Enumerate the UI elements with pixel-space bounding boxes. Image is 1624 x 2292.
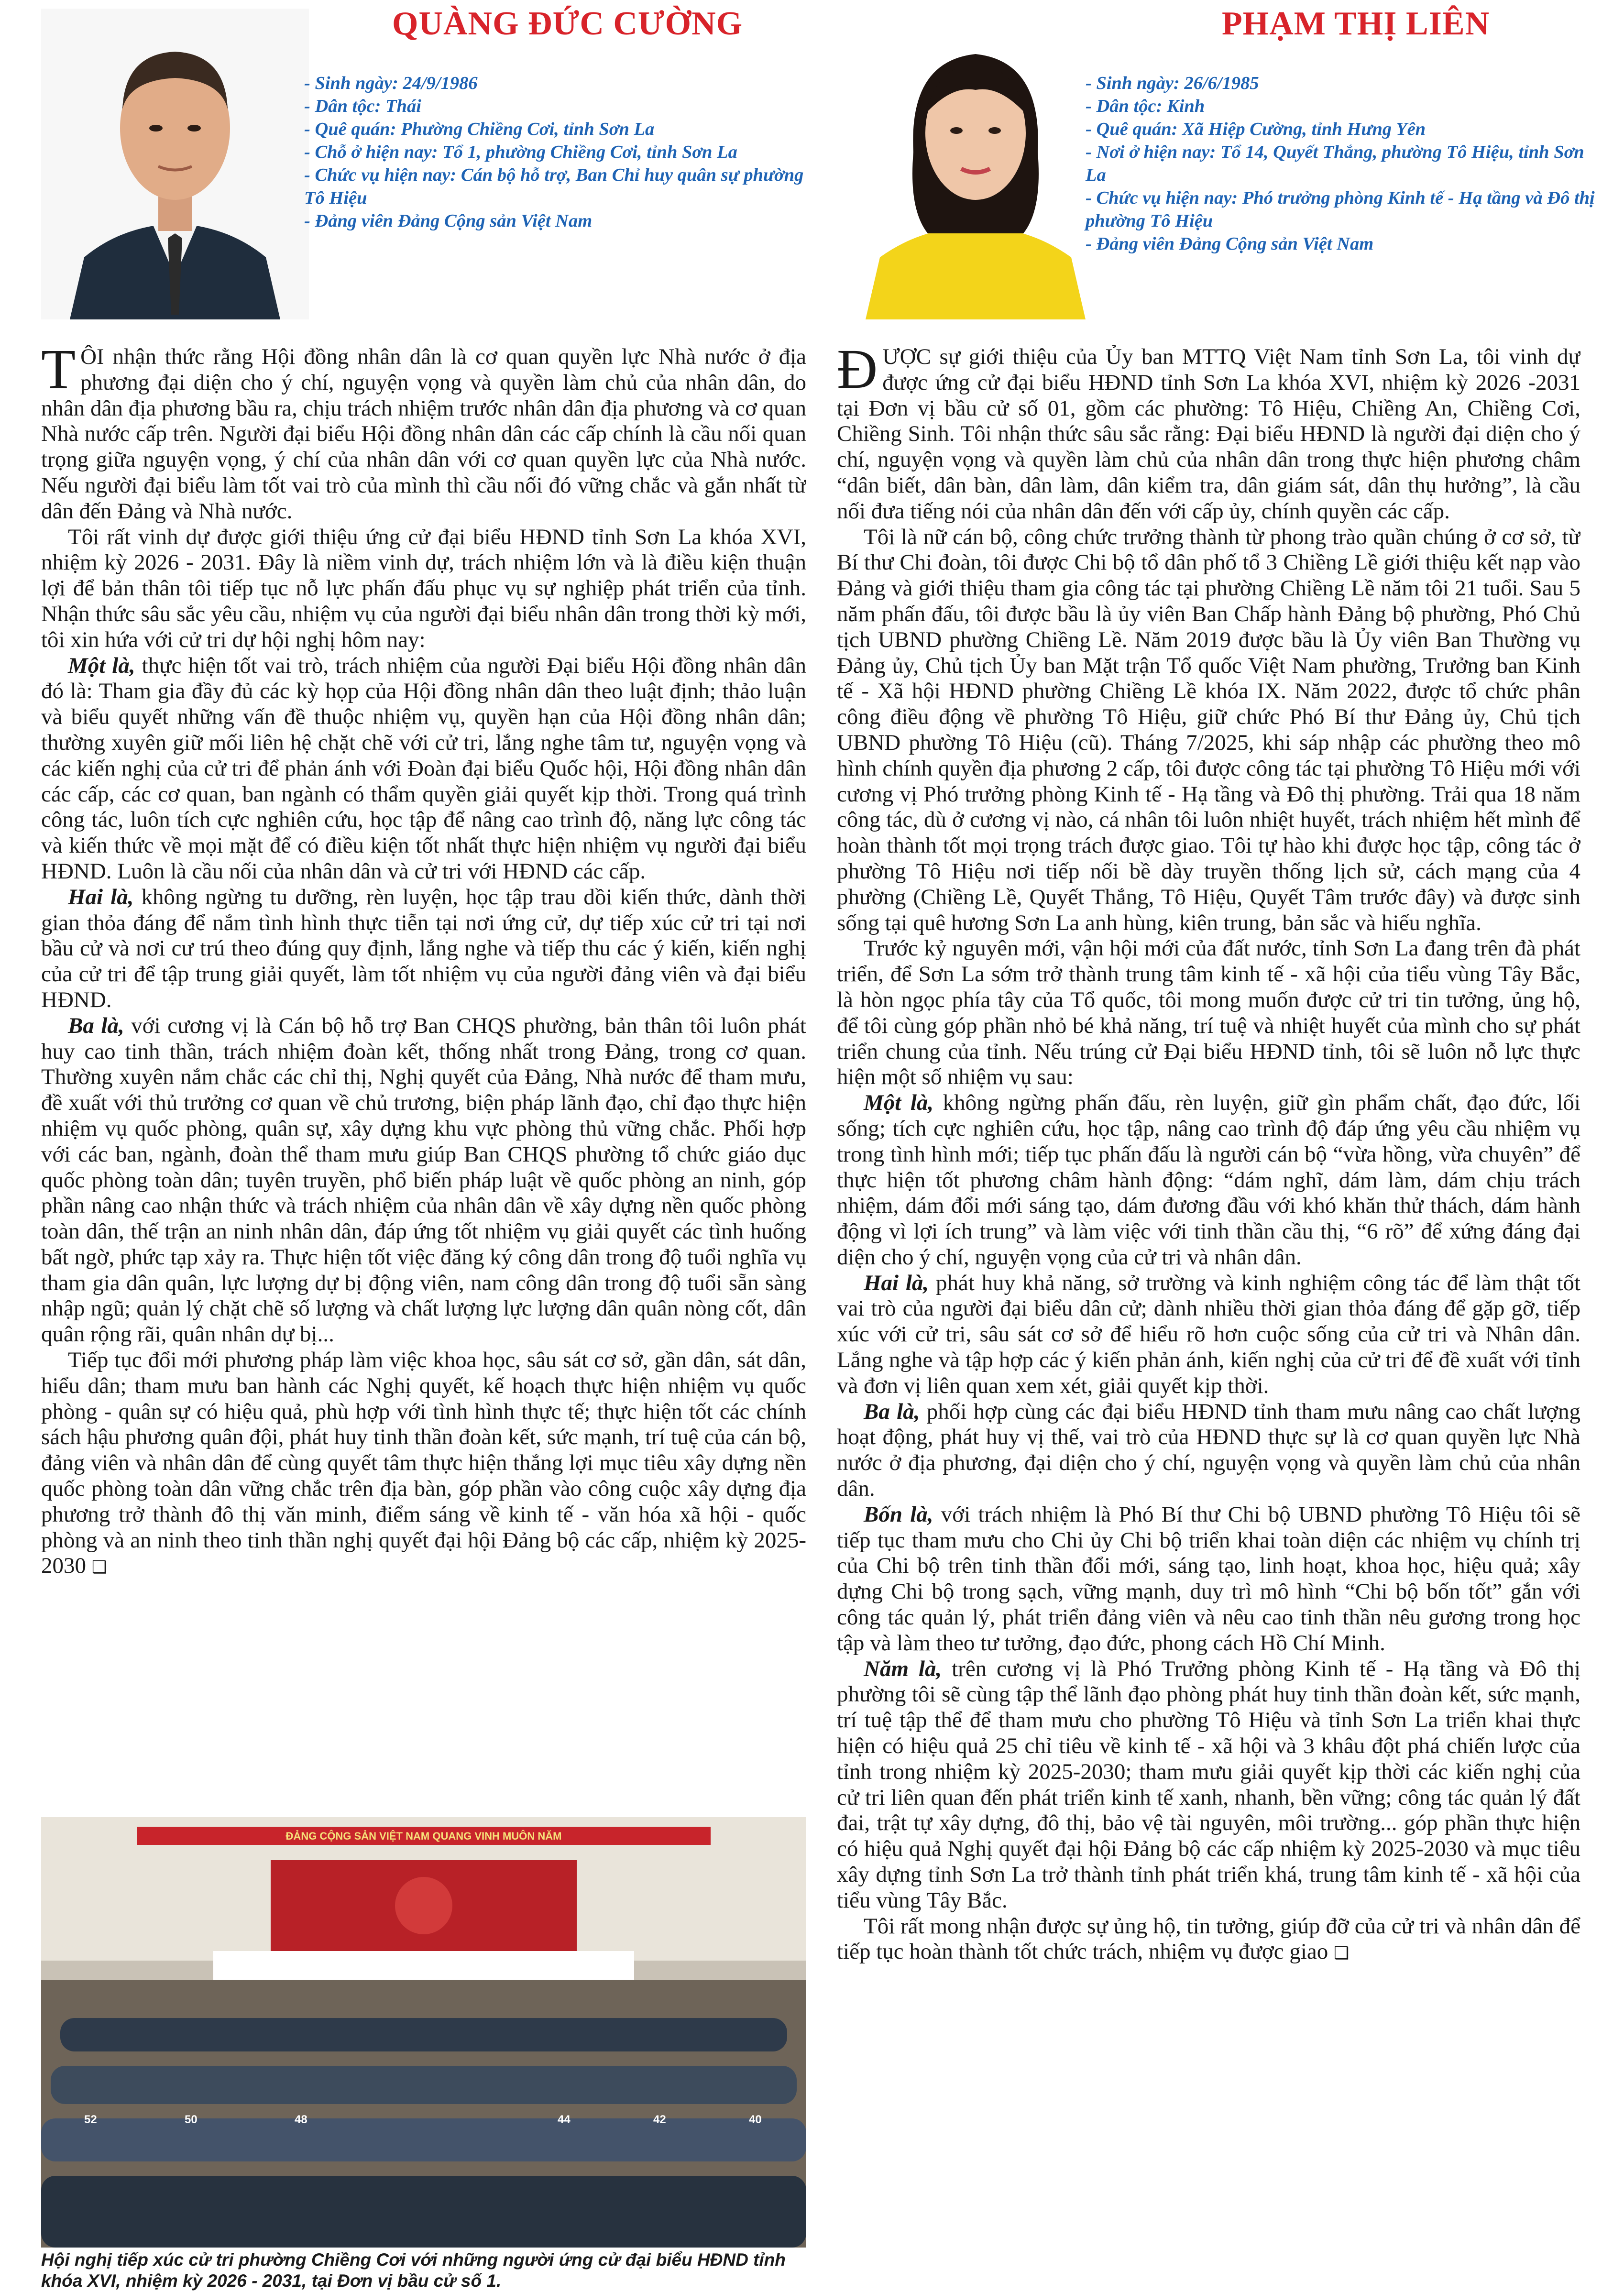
article-right-pledge-4: Bốn là, với trách nhiệm là Phó Bí thư Chi bộ UBND phường Tô Hiệu tôi sẽ tiếp tục tham mưu cho Chi ủy Chi bộ triển khai toàn diện các nhiệm vụ chính trị của Chi bộ trên tinh thần đổi mới, sáng tạo, linh hoạt, khoa học, hiệu quả; xây dựng Chi bộ trong sạch, vững mạnh, duy trì mô hình “Chi bộ bốn tốt” gắn với công tác quản lý, phát triển đảng viên và nêu cao tinh thần nêu gương trong học tập và làm theo tư tưởng, đạo đức, phong cách Hồ Chí Minh. xyxy=(837,1502,1580,1656)
candidate-2-portrait xyxy=(842,9,1109,319)
seat-number: 40 xyxy=(749,2113,762,2126)
article-left-pledge-3: Ba là, với cương vị là Cán bộ hỗ trợ Ban CHQS phường, bản thân tôi luôn phát huy cao tinh thần, trách nhiệm đoàn kết, thống nhất trong Đảng, trong cơ quan. Thường xuyên nắm chắc các chỉ thị, Nghị quyết của Đảng, Nhà nước để tham mưu, đề xuất với thủ trưởng cơ quan về chủ trương, biện pháp lãnh đạo, chỉ đạo thực hiện nhiệm vụ quốc phòng, quân sự, xây dựng khu vực phòng thủ vững chắc. Phối hợp với các ban, ngành, đoàn thể tham mưu giúp Ban CHQS phường tổ chức giáo dục quốc phòng toàn dân; tuyên truyền, phổ biến pháp luật về quốc phòng an ninh, góp phần nâng cao nhận thức và trách nhiệm của nhân dân về xây dựng nền quốc phòng toàn dân, thế trận an ninh nhân dân, đáp ứng tốt nhiệm vụ giải quyết các tình huống bất ngờ, phức tạp xảy ra. Thực hiện tốt việc đăng ký công dân trong độ tuổi nghĩa vụ tham gia dân quân, lực lượng dự bị động viên, nam công dân trong độ tuổi sẵn sàng nhập ngũ; quản lý chặt chẽ số lượng và chất lượng lực lượng dân quân nòng cốt, dân quân rộng rãi, quân nhân dự bị... xyxy=(41,1013,806,1347)
photo-banner-text: ĐẢNG CỘNG SẢN VIỆT NAM QUANG VINH MUÔN NĂM xyxy=(285,1830,562,1842)
meeting-photo xyxy=(41,1817,806,2248)
article-right xyxy=(837,344,1580,2286)
seat-number: 42 xyxy=(653,2113,666,2126)
candidate-1-info xyxy=(304,72,806,232)
candidate-1-hometown: - Quê quán: Phường Chiềng Cơi, tỉnh Sơn La xyxy=(304,119,655,139)
article-left-intro: TÔI nhận thức rằng Hội đồng nhân dân là cơ quan quyền lực Nhà nước ở địa phương đại diện cho ý chí, nguyện vọng và quyền làm chủ của nhân dân, do nhân dân địa phương bầu ra, chịu trách nhiệm trước nhân dân địa phương và cơ quan Nhà nước cấp trên. Người đại biểu Hội đồng nhân dân các cấp chính là cầu nối quan trọng giữa nguyện vọng, ý chí của nhân dân với cơ quan quyền lực của Nhà nước. Nếu người đại biểu làm tốt vai trò của mình thì cầu nối đó vững chắc và gắn nhất từ dân đến Đảng và Nhà nước. xyxy=(41,344,806,524)
candidate-2-birthdate: - Sinh ngày: 26/6/1985 xyxy=(1086,73,1259,93)
article-left-pledge-1: Một là, thực hiện tốt vai trò, trách nhiệm của người Đại biểu Hội đồng nhân dân đó là: Tham gia đầy đủ các kỳ họp của Hội đồng nhân dân theo luật định; thảo luận và biểu quyết những vấn đề thuộc nhiệm vụ, quyền hạn của Hội đồng nhân dân; thường xuyên giữ mối liên hệ chặt chẽ với cử tri, lắng nghe tâm tư, nguyện vọng và các kiến nghị của cử tri để phản ánh với Đoàn đại biểu Quốc hội, Hội đồng nhân dân các cấp, các cơ quan, ban ngành có thẩm quyền giải quyết kịp thời. Trong quá trình công tác, luôn tích cực nghiên cứu, học tập để nâng cao trình độ, năng lực công tác và kiến thức về mọi mặt để có điều kiện tốt nhất thực hiện nhiệm vụ người đại biểu HĐND. Luôn là cầu nối của nhân dân và cử tri với HĐND các cấp. xyxy=(41,653,806,884)
candidate-2-name: PHẠM THỊ LIÊN xyxy=(1222,5,1490,42)
article-left-closing: Tiếp tục đổi mới phương pháp làm việc khoa học, sâu sát cơ sở, gần dân, sát dân, hiểu dân; tham mưu ban hành các Nghị quyết, kế hoạch thực hiện nhiệm vụ quốc phòng - quân sự có hiệu quả, phù hợp với tình hình thực tế; thực hiện tốt các chính sách hậu phương quân đội, phát huy tinh thần đoàn kết, sức mạnh, trí tuệ của cán bộ, đảng viên và nhân dân để cùng quyết tâm thực hiện thắng lợi mục tiêu xây dựng nền quốc phòng toàn dân vững chắc trên địa bàn, góp phần vào công cuộc xây dựng địa phương trở thành đô thị văn minh, điểm sáng về kinh tế - văn hóa xã hội - quốc phòng và an ninh theo tinh thần nghị quyết đại hội Đảng bộ các cấp, nhiệm kỳ 2025-2030 ❑ xyxy=(41,1348,806,1579)
end-mark: ❑ xyxy=(1334,1943,1350,1963)
article-right-intro: ĐƯỢC sự giới thiệu của Ủy ban MTTQ Việt Nam tỉnh Sơn La, tôi vinh dự được ứng cử đại biểu HĐND tỉnh Sơn La khóa XVI, nhiệm kỳ 2026 -2031 tại Đơn vị bầu cử số 01, gồm các phường: Tô Hiệu, Chiềng An, Chiềng Cơi, Chiềng Sinh. Tôi nhận thức sâu sắc rằng: Đại biểu HĐND là người đại diện cho ý chí, nguyện vọng và quyền làm chủ của nhân dân trong thực hiện phương châm “dân biết, dân bàn, dân làm, dân kiểm tra, dân giám sát, dân thụ hưởng”, là cầu nối đưa tiếng nói của nhân dân đến với cấp ủy, chính quyền các cấp. xyxy=(837,344,1580,524)
article-right-pledge-3: Ba là, phối hợp cùng các đại biểu HĐND tỉnh tham mưu nâng cao chất lượng hoạt động, phát huy vị thế, vai trò của HĐND thực sự là cơ quan quyền lực Nhà nước ở địa phương, đại diện cho ý chí, nguyện vọng và quyền làm chủ của nhân dân. xyxy=(837,1399,1580,1502)
candidate-profile-2 xyxy=(813,0,1624,330)
article-left-dropcap: T xyxy=(41,344,76,400)
seat-number: 44 xyxy=(558,2113,571,2126)
candidate-1-portrait xyxy=(41,9,309,319)
candidate-2-hometown: - Quê quán: Xã Hiệp Cường, tỉnh Hưng Yên xyxy=(1086,119,1426,139)
article-left xyxy=(41,344,806,1808)
article-right-biography: Tôi là nữ cán bộ, công chức trưởng thành từ phong trào quần chúng ở cơ sở, từ Bí thư Chi đoàn, tôi được Chi bộ tổ dân phố tổ 3 Chiềng Lề giới thiệu kết nạp vào Đảng và giới thiệu tham gia công tác tại phường Chiềng Lề năm tôi 21 tuổi. Sau 5 năm phấn đấu, tôi được bầu là ủy viên Ban Chấp hành Đảng bộ phường, Phó Chủ tịch UBND phường Chiềng Lề. Năm 2019 được bầu là Ủy viên Ban Thường vụ Đảng ủy, Chủ tịch Ủy ban Mặt trận Tổ quốc Việt Nam phường, Trưởng ban Kinh tế - Xã hội HĐND phường Chiềng Lề khóa IX. Năm 2022, được tổ chức phân công điều động về phường Tô Hiệu, giữ chức Phó Bí thư Đảng ủy, Chủ tịch UBND phường Tô Hiệu (cũ). Tháng 7/2025, khi sáp nhập các phường theo mô hình chính quyền địa phương 2 cấp, tôi được công tác tại phường Tô Hiệu mới với cương vị Phó trưởng phòng Kinh tế - Hạ tầng và Đô thị phường. Trải qua 18 năm công tác, dù ở cương vị nào, cá nhân tôi luôn nhiệt huyết, trách nhiệm hết mình để hoàn thành tốt mọi trọng trách được giao. Tôi tự hào khi được học tập, công tác ở phường Tô Hiệu nơi tiếp nối bề dày truyền thống lịch sử, cách mạng của 4 phường (Chiềng Lề, Quyết Thắng, Tô Hiệu, Quyết Tâm trước đây) và được sinh sống tại quê hương Sơn La anh hùng, kiên trung, bản sắc và hiếu nghĩa. xyxy=(837,524,1580,935)
candidate-2-position: - Chức vụ hiện nay: Phó trưởng phòng Kinh tế - Hạ tầng và Đô thị phường Tô Hiệu xyxy=(1086,188,1595,231)
candidate-1-position: - Chức vụ hiện nay: Cán bộ hỗ trợ, Ban Chỉ huy quân sự phường Tô Hiệu xyxy=(304,165,804,208)
end-mark: ❑ xyxy=(91,1557,108,1577)
candidate-profile-1 xyxy=(0,0,813,330)
article-right-dropcap: Đ xyxy=(837,344,878,400)
candidate-1-birthdate: - Sinh ngày: 24/9/1986 xyxy=(304,73,478,93)
article-right-paragraph: Trước kỷ nguyên mới, vận hội mới của đất nước, tỉnh Sơn La đang trên đà phát triển, để Sơn La sớm trở thành trung tâm kinh tế - xã hội của tiểu vùng Tây Bắc, là hòn ngọc phía tây của Tổ quốc, tôi mong muốn được cử tri tin tưởng, ủng hộ, để tôi cùng góp phần nhỏ bé khả năng, trí tuệ và nhiệt huyết của mình cho sự phát triển chung của tỉnh. Nếu trúng cử Đại biểu HĐND tỉnh, tôi sẽ luôn nỗ lực thực hiện một số nhiệm vụ sau: xyxy=(837,936,1580,1090)
article-right-pledge-1: Một là, không ngừng phấn đấu, rèn luyện, giữ gìn phẩm chất, đạo đức, lối sống; tích cực nghiên cứu, học tập, nâng cao trình độ đáp ứng yêu cầu nhiệm vụ trong tình hình mới; tiếp tục phấn đấu là người cán bộ “vừa hồng, vừa chuyên” để thực hiện tốt phương châm hành động: “dám nghĩ, dám làm, dám chịu trách nhiệm, dám đổi mới sáng tạo, dám đương đầu với khó khăn thử thách, dám hành động vì lợi ích trung” và làm việc với tinh thần cầu thị, “6 rõ” để xứng đáng đại diện cho ý chí, nguyện vọng của cử tri và nhân dân. xyxy=(837,1090,1580,1270)
candidate-1-residence: - Chỗ ở hiện nay: Tổ 1, phường Chiềng Cơi, tỉnh Sơn La xyxy=(304,142,737,162)
candidate-2-info xyxy=(1086,72,1607,255)
article-left-paragraph: Tôi rất vinh dự được giới thiệu ứng cử đại biểu HĐND tỉnh Sơn La khóa XVI, nhiệm kỳ 2026 - 2031. Đây là niềm vinh dự, trách nhiệm lớn và là điều kiện thuận lợi để bản thân tôi tiếp tục nỗ lực phấn đấu phục vụ sự nghiệp phát triển của tỉnh. Nhận thức sâu sắc yêu cầu, nhiệm vụ của người đại biểu nhân dân trong thời kỳ mới, tôi xin hứa với cử tri dự hội nghị hôm nay: xyxy=(41,524,806,652)
article-right-closing: Tôi rất mong nhận được sự ủng hộ, tin tưởng, giúp đỡ của cử tri và nhân dân để tiếp tục hoàn thành tốt chức trách, nhiệm vụ được giao ❑ xyxy=(837,1913,1580,1964)
candidate-2-residence: - Nơi ở hiện nay: Tổ 14, Quyết Thắng, phường Tô Hiệu, tỉnh Sơn La xyxy=(1086,142,1584,185)
article-right-pledge-2: Hai là, phát huy khả năng, sở trường và kinh nghiệm công tác để làm thật tốt vai trò của người đại biểu dân cử; dành nhiều thời gian thỏa đáng để gặp gỡ, tiếp xúc với cử tri, sâu sát cơ sở để hiểu rõ hơn cuộc sống của cử tri và Nhân dân. Lắng nghe và tập hợp các ý kiến phản ánh, kiến nghị của cử tri để đề xuất với tỉnh và đơn vị liên quan xem xét, giải quyết kịp thời. xyxy=(837,1270,1580,1398)
candidate-1-party: - Đảng viên Đảng Cộng sản Việt Nam xyxy=(304,211,593,231)
seat-number: 52 xyxy=(84,2113,97,2126)
candidate-1-ethnicity: - Dân tộc: Thái xyxy=(304,96,421,116)
seat-number: 48 xyxy=(295,2113,307,2126)
candidate-1-name: QUÀNG ĐỨC CƯỜNG xyxy=(392,5,743,42)
photo-caption: Hội nghị tiếp xúc cử tri phường Chiềng Cơi với những người ứng cử đại biểu HĐND tỉnh khóa XVI, nhiệm kỳ 2026 - 2031, tại Đơn vị bầu cử số 1. xyxy=(41,2250,786,2291)
article-right-pledge-5: Năm là, trên cương vị là Phó Trưởng phòng Kinh tế - Hạ tầng và Đô thị phường tôi sẽ cùng tập thể lãnh đạo phòng phát huy tinh thần đoàn kết, sức mạnh, trí tuệ tập thể để tham mưu cho phường Tô Hiệu và tỉnh Sơn La triển khai thực hiện có hiệu quả 25 chỉ tiêu về kinh tế - xã hội và 3 khâu đột phá chiến lược của tỉnh trong nhiệm kỳ 2025-2030; tham mưu giải quyết kịp thời các kiến nghị của cử tri liên quan đến phát triển kinh tế xanh, nhanh, bền vững; công tác quản lý đất đai, trật tự xây dựng, đô thị, bảo vệ tài nguyên, môi trường... góp phần thực hiện có hiệu quả Nghị quyết đại hội Đảng bộ các cấp nhiệm kỳ 2025-2030 và mục tiêu xây dựng tỉnh Sơn La trở thành tỉnh phát triển khá, trung tâm kinh tế - xã hội của tiểu vùng Tây Bắc. xyxy=(837,1656,1580,1913)
candidate-2-ethnicity: - Dân tộc: Kinh xyxy=(1086,96,1205,116)
candidate-2-party: - Đảng viên Đảng Cộng sản Việt Nam xyxy=(1086,234,1374,254)
seat-number: 50 xyxy=(185,2113,198,2126)
article-left-pledge-2: Hai là, không ngừng tu dưỡng, rèn luyện, học tập trau dồi kiến thức, dành thời gian thỏa đáng để nắm tình hình thực tiễn tại nơi ứng cử, dự tiếp xúc cử tri tại nơi bầu cử và nơi cư trú theo đúng quy định, lắng nghe và tiếp thu các ý kiến, kiến nghị của cử tri để tập trung giải quyết, làm tốt nhiệm vụ của người đảng viên và đại biểu HĐND. xyxy=(41,884,806,1012)
